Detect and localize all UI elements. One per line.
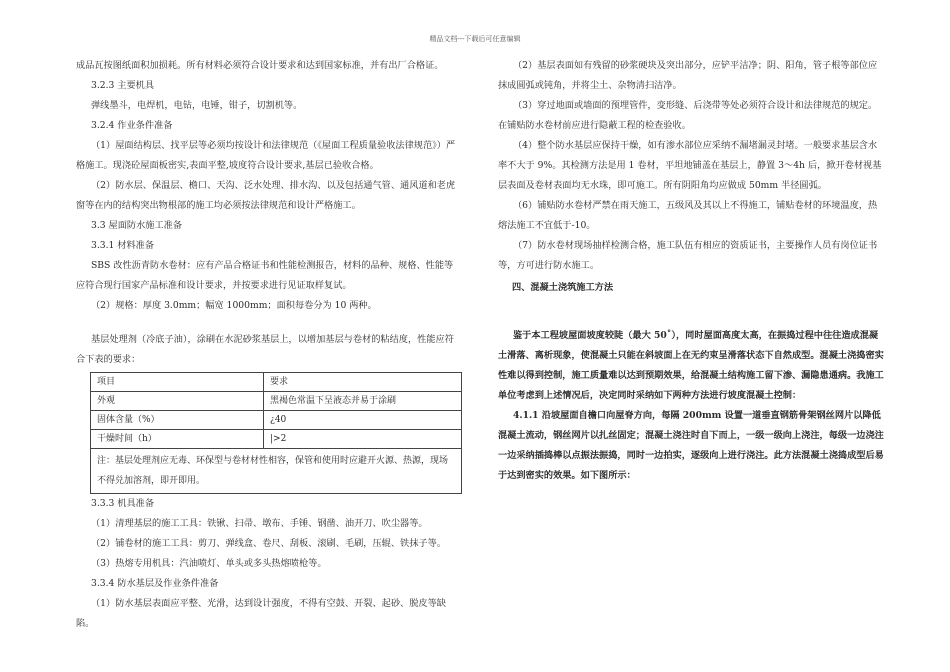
- right-column: [498, 56, 884, 486]
- table-cell: ¿40: [264, 411, 462, 430]
- table-row: [91, 411, 462, 430]
- section-heading: 四、混凝土浇筑施工方法: [512, 282, 614, 293]
- table-cell: 要求: [264, 373, 462, 392]
- paragraph: （7）防水卷材现场抽样检测合格，施工队伍有相应的资质证书，主要操作人员有岗位证书等，方可进行防水施工。: [498, 240, 878, 271]
- page-header: 精品文档---下载后可任意编辑: [429, 35, 521, 43]
- table-cell: 干燥时间（h）: [91, 430, 264, 449]
- heading-331: 3.3.1 材料准备: [91, 240, 155, 251]
- heading-334: 3.3.4 防水基层及作业条件准备: [91, 578, 219, 589]
- table-note-row: [91, 449, 462, 494]
- heading-333: 3.3.3 机具准备: [91, 498, 155, 509]
- table-cell: 固体含量（%）: [91, 411, 264, 430]
- paragraph: （2）铺卷材的施工工具：剪刀、弹线盒、卷尺、刮板、滚刷、毛刷，压辊、铁抹子等。: [91, 538, 446, 549]
- paragraph: 4.1.1 沿坡屋面自檐口向屋脊方向，每隔 200mm 设置一道垂直钢筋骨架钢丝网片以降低混凝土流动，钢丝网片以扎丝固定；混凝土浇注时自下而上，一级一级向上浇注，每级一边浇注一边采纳插捣棒以点振法振捣，同时一边拍实，逐级向上进行浇注。此方法混凝土浇捣成型后易于达到密实的效果。如下图所示：: [498, 410, 884, 481]
- heading-323: 3.2.3 主要机具: [91, 80, 155, 91]
- table-cell: 外观: [91, 392, 264, 411]
- paragraph: （3）穿过地面或墙面的预埋管件，变形缝、后浇带等处必须符合设计和法律规范的规定。在铺贴防水卷材前应进行隐蔽工程的检查验收。: [498, 100, 878, 131]
- table-row: [91, 392, 462, 411]
- table-cell: 黑褐色常温下呈液态并易于涂刷: [264, 392, 462, 411]
- requirements-table: [90, 372, 462, 494]
- paragraph: （1）屋面结构层、找平层等必须均按设计和法律规范（《屋面工程质量验收法律规范》）严格施工。现浇砼屋面板密实,表面平整,坡度符合设计要求,基层已验收合格。: [76, 140, 456, 171]
- heading-33: 3.3 屋面防水施工准备: [91, 220, 183, 231]
- paragraph: SBS 改性沥青防水卷材：应有产品合格证书和性能检测报告，材料的品种、规格、性能等应符合现行国家产品标准和设计要求，并按要求进行见证取样复试。: [76, 260, 454, 291]
- table-header-row: [91, 373, 462, 392]
- paragraph: 鉴于本工程坡屋面坡度较陡（最大 50˚），同时屋面高度太高，在振捣过程中往往造成混凝土滑落、离析现象，使混凝土只能在斜坡面上在无约束呈滑落状态下自然成型。混凝土浇捣密实性难以得到控制，施工质量难以达到预期效果，给混凝土结构施工留下渗、漏隐患通病。我施工单位考虑到上述情况后，决定同时采纳如下两种方法进行坡度混凝土控制：: [498, 330, 884, 401]
- paragraph: （2）规格：厚度 3.0mm；幅宽 1000mm；面积每卷分为 10 两种。: [91, 300, 377, 311]
- paragraph: 弹线墨斗，电焊机，电钻，电锤，钳子，切割机等。: [91, 100, 303, 111]
- paragraph: 基层处理剂（冷底子油），涂刷在水泥砂浆基层上，以增加基层与卷材的粘结度，性能应符合下表的要求：: [76, 334, 454, 365]
- paragraph: （4）整个防水基层应保持干燥，如有渗水部位应采纳不漏堵漏灵封堵。一般要求基层含水率不大于 9%。其检测方法是用 1 卷材，平坦地铺盖在基层上，静置 3～4h 后，掀开卷材视基层表面及卷材表面均无水珠，即可施工。所有阴阳角均应做成 50mm 半径圆弧。: [498, 140, 882, 191]
- paragraph: （2）基层表面如有残留的砂浆硬块及突出部分，应铲平洁净；阴、阳角，管子根等部位应抹成圆弧或钝角，并将尘土、杂物清扫洁净。: [498, 60, 878, 91]
- paragraph: 成品瓦按图纸面积加损耗。所有材料必须符合设计要求和达到国家标准，并有出厂合格证。: [76, 60, 444, 71]
- table-note: 注：基层处理剂应无毒、环保型与卷材材性相容，保管和使用时应避开火源、热源，现场不得兑加溶剂，即开即用。: [91, 449, 462, 494]
- paragraph: （1）清理基层的施工工具：铁锹、扫帚、墩布、手锤、钢凿、油开刀、吹尘器等。: [91, 518, 428, 529]
- table-cell: 项目: [91, 373, 264, 392]
- paragraph: （6）铺贴防水卷材严禁在雨天施工，五级风及其以上不得施工，铺贴卷材的环境温度，热熔法施工不宜低于-10。: [498, 200, 878, 231]
- paragraph: （3）热熔专用机具：汽油喷灯、单头或多头热熔喷枪等。: [91, 558, 327, 569]
- table-cell: |>2: [264, 430, 462, 449]
- paragraph: （1）防水基层表面应平整、光滑，达到设计强度，不得有空鼓、开裂、起砂、脱皮等缺陷。: [76, 598, 446, 629]
- paragraph: （2）防水层、保温层、檐口、天沟、泛水处理、排水沟、以及包括通气管、通风道和老虎窗等在内的结构突出物根部的施工均必须按法律规范和设计严格施工。: [76, 180, 456, 211]
- left-column: [76, 56, 459, 634]
- heading-324: 3.2.4 作业条件准备: [91, 120, 173, 131]
- table-row: [91, 430, 462, 449]
